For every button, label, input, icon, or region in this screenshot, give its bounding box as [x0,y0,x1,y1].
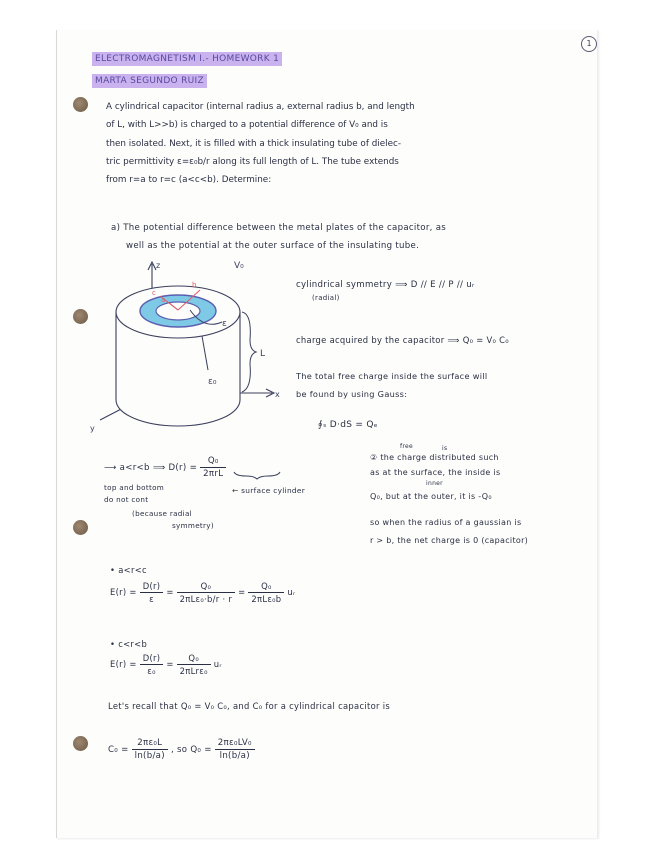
d-field-expression [104,455,226,480]
binder-hole-3 [73,520,88,535]
region1-equation [110,580,295,605]
region2-num1: D(r) [140,652,164,665]
problem-line: A cylindrical capacitor (internal radius a, external radius b, and length [106,102,415,112]
region1-unit-vector: uᵣ [287,587,296,597]
surface-cylinder-note: ← surface cylinder [232,486,306,495]
problem-line: of L, with L>>b) is charged to a potential difference of V₀ and is [106,120,388,131]
label-eps0: ε₀ [208,377,217,387]
region1-num1: D(r) [140,580,164,593]
label-eps: ε [222,319,227,329]
gauss-law: ∮ₛ D·dS = Qₑ [318,420,378,430]
region1-den2: 2πLε₀·b/r · r [179,594,233,604]
region1-eq: = [166,587,174,597]
region2-den2: 2πLrε₀ [179,666,208,676]
cylinder-diagram [82,250,292,435]
region1-eq-2: = [238,587,246,597]
region2-unit-vector: uᵣ [213,659,222,669]
region2-eq: = [166,659,174,669]
label-x: x [275,390,280,399]
header-subtitle: MARTA SEGUNDO RUIZ [92,74,207,88]
symmetry-radial: (radial) [312,294,340,302]
radial-symmetry-note-1: (because radial [132,509,192,518]
part-a-line-2: well as the potential at the outer surface of the insulating tube. [126,241,420,251]
q0-fraction [215,737,255,762]
free-note-line-4: so when the radius of a gaussian is [370,518,522,527]
recall-text: Let's recall that Q₀ = V₀ C₀, and C₀ for a cylindrical capacitor is [108,701,390,711]
free-note-line-3: Q₀, but at the outer, it is -Q₀ [370,492,492,501]
radial-symmetry-note-2: symmetry) [172,521,214,530]
region1-frac3 [248,580,284,605]
region2-num2: Q₀ [177,652,211,665]
region2-frac1 [140,652,164,677]
region2-frac2 [177,652,211,677]
d-field-fraction [200,455,226,480]
problem-line: tric permittivity ε=ε₀b/r along its full length of L. The tube extends [106,156,399,167]
c0-fraction [132,737,168,762]
q0-so: , so Q₀ = [170,745,212,755]
problem-line: then isolated. Next, it is filled with a thick insulating tube of dielec- [106,138,402,149]
symmetry-note: cylindrical symmetry ⟹ D // E // P // uᵣ [296,280,475,290]
part-a-line-1: a) The potential difference between the metal plates of the capacitor, as [111,223,447,233]
label-z: z [156,261,161,270]
binder-hole-4 [73,736,88,751]
charge-acquired-note: charge acquired by the capacitor ⟹ Q₀ = V₀ C₀ [296,335,509,345]
c0-numerator: 2πε₀L [132,737,168,750]
free-charge-note-1: The total free charge inside the surface will [296,371,488,381]
label-length: L [260,349,266,359]
region2-lhs: E(r) = [110,659,137,669]
d-field-denominator: 2πrL [203,469,224,479]
region1-num3: Q₀ [248,580,284,593]
label-y: y [90,424,95,433]
is-annotation: is [442,445,448,452]
region2-equation [110,652,222,677]
free-charge-note-2: be found by using Gauss: [296,389,408,399]
d-field-numerator: Q₀ [200,455,226,468]
region1-den3: 2πLε₀b [251,594,282,604]
top-bottom-note-2: do not cont [104,495,149,504]
top-bottom-note-1: top and bottom [104,483,165,492]
free-note-line-1: ② the charge distributed such [370,453,499,462]
label-a: a [161,296,166,304]
region1-range: • a<r<c [110,565,147,575]
label-v0: V₀ [234,261,244,271]
region2-den1: ε₀ [147,666,156,676]
region1-num2: Q₀ [177,580,236,593]
problem-line: from r=a to r=c (a<c<b). Determine: [106,175,272,186]
free-note-line-2: as at the surface, the inside is [370,468,501,477]
label-b: b [192,281,197,289]
page-number: 1 [581,36,597,52]
problem-statement [106,98,586,189]
inner-annotation: inner [426,480,443,487]
c0-lhs: C₀ = [108,745,129,755]
free-note-line-5: r > b, the net charge is 0 (capacitor) [370,536,529,545]
region2-range: • c<r<b [110,639,148,649]
label-c: c [152,289,156,297]
region1-lhs: E(r) = [110,587,137,597]
d-field-label: ⟶ a<r<b ⟹ D(r) = [104,463,198,473]
binder-hole-1 [73,97,88,112]
region1-frac1 [140,580,164,605]
q0-numerator: 2πε₀LV₀ [215,737,255,750]
q0-denominator: ln(b/a) [219,751,250,761]
capacitance-equation [108,737,255,762]
length-brace [242,312,256,392]
header-title: ELECTROMAGNETISM I.- HOMEWORK 1 [92,52,282,66]
free-annotation: free [400,443,414,450]
c0-denominator: ln(b/a) [134,751,165,761]
region1-frac2 [177,580,236,605]
region1-den1: ε [149,594,154,604]
inner-plate-a [156,302,200,320]
surface-brace [232,470,282,480]
